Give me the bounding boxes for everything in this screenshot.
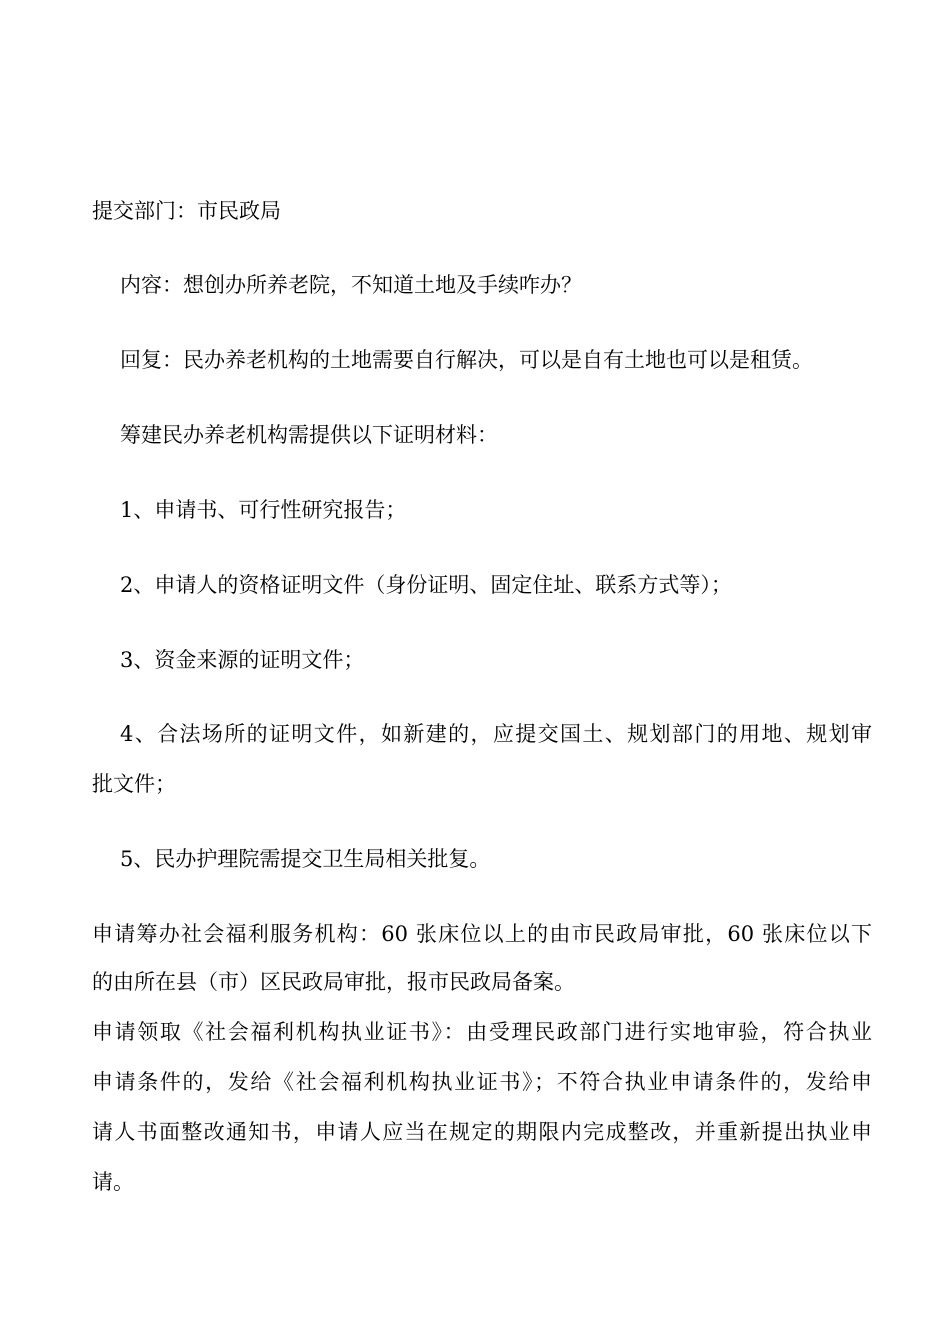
material-item-2: 2、申请人的资格证明文件（身份证明、固定住址、联系方式等）； [120,573,732,597]
submitter-line: 提交部门：市民政局 [92,199,281,223]
question-line: 内容：想创办所养老院，不知道土地及手续咋办？ [120,273,582,297]
material-item-5: 5、民办护理院需提交卫生局相关批复。 [120,847,491,871]
material-item-3: 3、资金来源的证明文件； [120,648,365,672]
material-item-4: 4、合法场所的证明文件，如新建的，应提交国土、规划部门的用地、规划审 [120,722,872,746]
reply-line: 回复：民办养老机构的土地需要自行解决，可以是自有土地也可以是租赁。 [120,348,813,372]
license-line-2: 申请条件的，发给《社会福利机构执业证书》；不符合执业申请条件的，发给申 [92,1070,872,1094]
material-item-1: 1、申请书、可行性研究报告； [120,498,407,522]
license-line-1: 申请领取《社会福利机构执业证书》：由受理民政部门进行实地审验，符合执业 [92,1020,872,1044]
materials-intro: 筹建民办养老机构需提供以下证明材料： [120,423,498,447]
license-line-3: 请人书面整改通知书，申请人应当在规定的期限内完成整改，并重新提出执业申 [92,1120,872,1144]
approval-line-1: 申请筹办社会福利服务机构：60 张床位以上的由市民政局审批，60 张床位以下 [92,922,872,946]
material-item-4-continued: 批文件； [92,772,176,796]
approval-line-2: 的由所在县（市）区民政局审批，报市民政局备案。 [92,970,575,994]
license-line-4: 请。 [92,1170,134,1194]
